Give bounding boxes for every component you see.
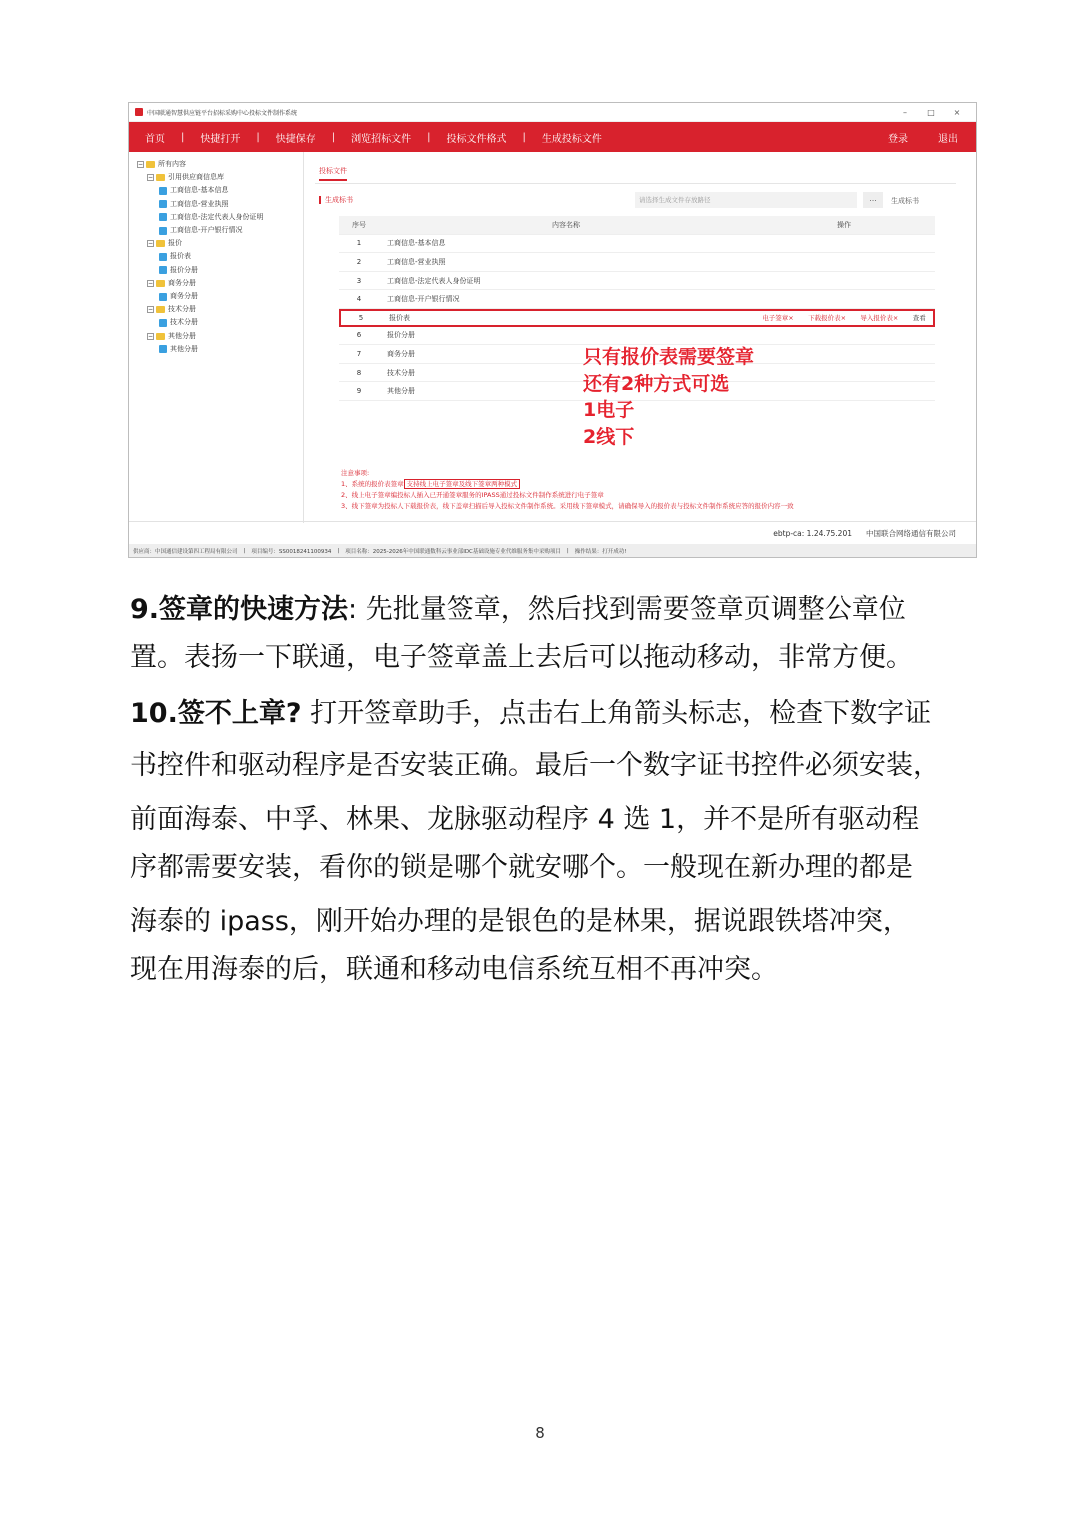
company-name: 中国联合网络通信有限公司 (866, 528, 956, 538)
document-icon (159, 345, 167, 353)
notes-section: 注意事项: 1、系统的报价表签章 支持线上电子签章及线下签章两种模式 2、线上电子签章编投标人插入已开通签章服务的IPASS通过投标文件制作系统进行电子签章 3、线下签章为投标人下载报价表，线下盖章扫描后导入投标文件制作系统。采用线下签章模式，请确保导入的报价表与投标文件制作系统应答的报价内容一致 (341, 469, 794, 510)
tree-node[interactable]: 报价表 (137, 250, 303, 263)
document-icon (159, 319, 167, 327)
tree-node[interactable]: − 引用供应商信息库 (148, 173, 224, 182)
row-operations (755, 313, 933, 322)
folder-icon (156, 306, 165, 313)
menu-browse-tender[interactable]: 浏览招标文件 (351, 133, 412, 145)
tree-node[interactable]: − 技术分册 (148, 305, 196, 314)
menu-separator: | (427, 131, 431, 143)
panel-divider[interactable] (303, 152, 304, 523)
app-logo-icon (135, 108, 143, 116)
table-header (339, 216, 935, 235)
annotation-callout: 只有报价表需要签章 还有2种方式可选 1电子 2线下 (583, 346, 755, 448)
col-no-header: 序号 (352, 220, 366, 229)
collapse-icon[interactable]: − (148, 306, 154, 314)
menu-separator: | (256, 131, 260, 143)
menu-separator: | (181, 131, 185, 143)
folder-icon (146, 161, 155, 168)
collapse-icon[interactable]: − (148, 174, 154, 182)
window-title: 中国联通智慧供应链平台招标采购中心投标文件制作系统 (147, 109, 298, 117)
tree-node[interactable]: − 报价 (148, 239, 182, 248)
document-icon (159, 266, 167, 274)
notes-highlight: 支持线上电子签章及线下签章两种模式 (404, 479, 521, 489)
table-row-quote-highlighted[interactable]: 5 报价表 电子签章× 下载报价表× 导入报价表× 查看 (339, 309, 935, 327)
folder-icon (156, 280, 165, 287)
p9-heading: 9.签章的快速方法 (130, 594, 349, 625)
document-icon (159, 253, 167, 261)
menu-quick-save[interactable]: 快捷保存 (275, 133, 316, 145)
browse-path-button[interactable]: ... (863, 192, 883, 208)
window-titlebar (129, 103, 976, 122)
paragraph-10: 10.签不上章? 打开签章助手，点击右上角箭头标志，检查下数字证 书控件和驱动程序是否安装正确。最后一个数字证书控件必须安装， 前面海泰、中孚、林果、龙脉驱动程序 4 选 1，并不是所有驱动程 序都需要安装，看你的锁是哪个就安哪个。一般现在新办理的都是 海泰的 ipass，刚开始办理的是银色的是林果，据说跟铁塔冲突， 现在用海泰的后，联通和移动电信系统互相不再冲突。 (130, 698, 940, 985)
col-name-header: 内容名称 (552, 220, 580, 229)
table-row[interactable]: 3 工商信息-法定代表人身份证明 (339, 272, 935, 291)
maximize-button[interactable]: □ (927, 107, 935, 117)
page-number: 8 (535, 1424, 545, 1442)
col-ops-header: 操作 (837, 220, 851, 229)
table-row[interactable]: 4 工商信息-开户银行情况 (339, 290, 935, 309)
download-quote-link[interactable]: 下载报价表× (808, 314, 847, 323)
tab-bid-document[interactable]: 投标文件 (319, 166, 347, 181)
minimize-button[interactable]: – (903, 107, 907, 117)
table-row[interactable]: 7 商务分册 (339, 345, 935, 364)
table-row[interactable]: 1 工商信息-基本信息 (339, 235, 935, 254)
folder-icon (156, 333, 165, 340)
collapse-icon[interactable]: − (148, 240, 154, 248)
table-row[interactable]: 2 工商信息-营业执照 (339, 253, 935, 272)
tree-node[interactable]: 工商信息-开户银行情况 (137, 224, 303, 237)
menu-home[interactable]: 首页 (145, 133, 165, 145)
document-icon (159, 213, 167, 221)
tab-underline (315, 183, 956, 184)
tree-node[interactable]: − 其他分册 (148, 331, 196, 340)
collapse-icon[interactable]: − (148, 279, 154, 287)
table-row[interactable]: 8 技术分册 (339, 364, 935, 383)
e-signature-link[interactable]: 电子签章× (762, 314, 794, 323)
menu-quick-open[interactable]: 快捷打开 (200, 133, 241, 145)
version-label: ebtp-ca: (773, 528, 805, 538)
document-icon (159, 293, 167, 301)
menu-separator: | (331, 131, 336, 143)
status-bar: 供应商：中国通信建设第四工程局有限公司 | 项目编号：SS0018241100934 | 项目名称：2025-2026年中国联通数科云事业部IDC基础设施专业代维服务集中采购项目 | 操作结果：打开成功! (129, 544, 976, 557)
tree-node[interactable]: 商务分册 (137, 290, 303, 303)
tree-node[interactable]: 工商信息-法定代表人身份证明 (137, 211, 303, 224)
output-path-input[interactable]: 请选择生成文件存放路径 (635, 192, 857, 208)
table-row[interactable]: 6 报价分册 (339, 327, 935, 346)
login-button[interactable]: 登录 (888, 133, 908, 145)
table-row[interactable]: 9 其他分册 (339, 382, 935, 401)
menu-separator: | (522, 131, 526, 143)
notes-title: 注意事项: (341, 469, 370, 477)
tree-node[interactable]: − 所有内容 (138, 160, 186, 169)
logout-button[interactable]: 退出 (938, 133, 958, 145)
tree-node[interactable]: 报价分册 (137, 264, 303, 277)
menu-bar (129, 122, 976, 152)
collapse-icon[interactable]: − (148, 332, 154, 340)
version-value: 1.24.75.201 (806, 528, 852, 538)
close-button[interactable]: × (953, 107, 961, 117)
menu-bid-format[interactable]: 投标文件格式 (446, 133, 507, 145)
folder-icon (156, 174, 165, 181)
folder-icon (156, 240, 165, 247)
tree-node[interactable]: 技术分册 (137, 316, 303, 329)
generate-bid-button[interactable]: 生成标书 (891, 197, 919, 205)
tree-node[interactable]: 工商信息-基本信息 (137, 184, 303, 197)
tree-node[interactable]: − 商务分册 (148, 278, 196, 287)
collapse-icon[interactable]: − (138, 161, 144, 169)
tree-node[interactable]: 其他分册 (137, 343, 303, 356)
tree-node[interactable]: 工商信息-营业执照 (137, 198, 303, 211)
content-tree (137, 158, 303, 356)
app-footer (129, 521, 976, 544)
import-quote-link[interactable]: 导入报价表× (860, 314, 899, 323)
document-icon (159, 227, 167, 235)
view-link[interactable]: 查看 (912, 314, 926, 323)
menu-generate-bid[interactable]: 生成投标文件 (541, 133, 602, 145)
document-icon (159, 200, 167, 208)
document-icon (159, 187, 167, 195)
p10-heading: 10.签不上章? (130, 698, 302, 729)
generate-section-title: 生成标书 (319, 196, 353, 204)
paragraph-9: 9.签章的快速方法: 先批量签章，然后找到需要签章页调整公章位 置。表扬一下联通，电子签章盖上去后可以拖动移动，非常方便。 (130, 594, 913, 673)
app-screenshot (128, 102, 977, 558)
